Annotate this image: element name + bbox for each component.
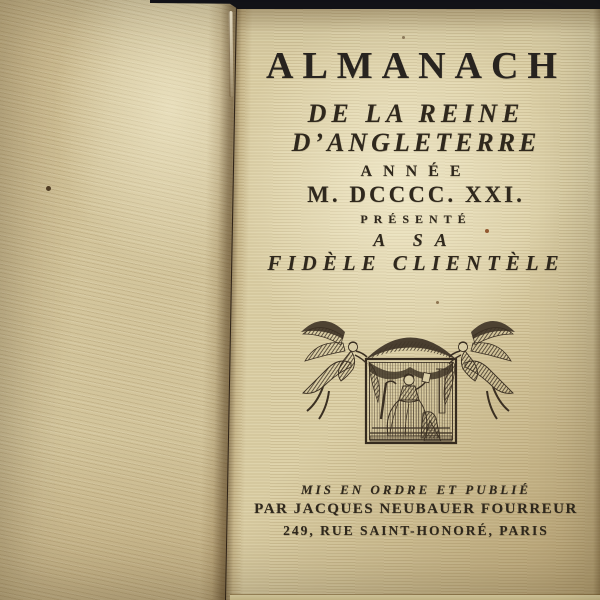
- imprint-line-3: 249, RUE SAINT-HONORÉ, PARIS: [283, 523, 549, 538]
- foxing-spot: [46, 186, 51, 191]
- page-bottom-edge: [230, 594, 600, 600]
- foxing-spot: [436, 301, 439, 304]
- year-word: ANNÉE: [360, 163, 472, 180]
- year-roman-numeral: M. DCCCC. XXI.: [307, 182, 525, 207]
- subtitle-line-1: DE LA REINE: [307, 99, 525, 128]
- subtitle-line-2: D’ANGLETERRE: [291, 128, 541, 157]
- title-text: ALMANACH: [266, 45, 566, 87]
- imprint-line-2: PAR JACQUES NEUBAUER FOURREUR: [254, 501, 578, 517]
- dedication-line-1: A SA: [373, 230, 459, 250]
- vignette-engraving: [293, 306, 523, 458]
- presented-text: PRÉSENTÉ: [360, 212, 472, 226]
- foxing-spot: [402, 36, 405, 39]
- imprint-line-1: MIS EN ORDRE ET PUBLIÉ: [301, 482, 531, 497]
- dedication-line-2: FIDÈLE CLIENTÈLE: [267, 251, 565, 275]
